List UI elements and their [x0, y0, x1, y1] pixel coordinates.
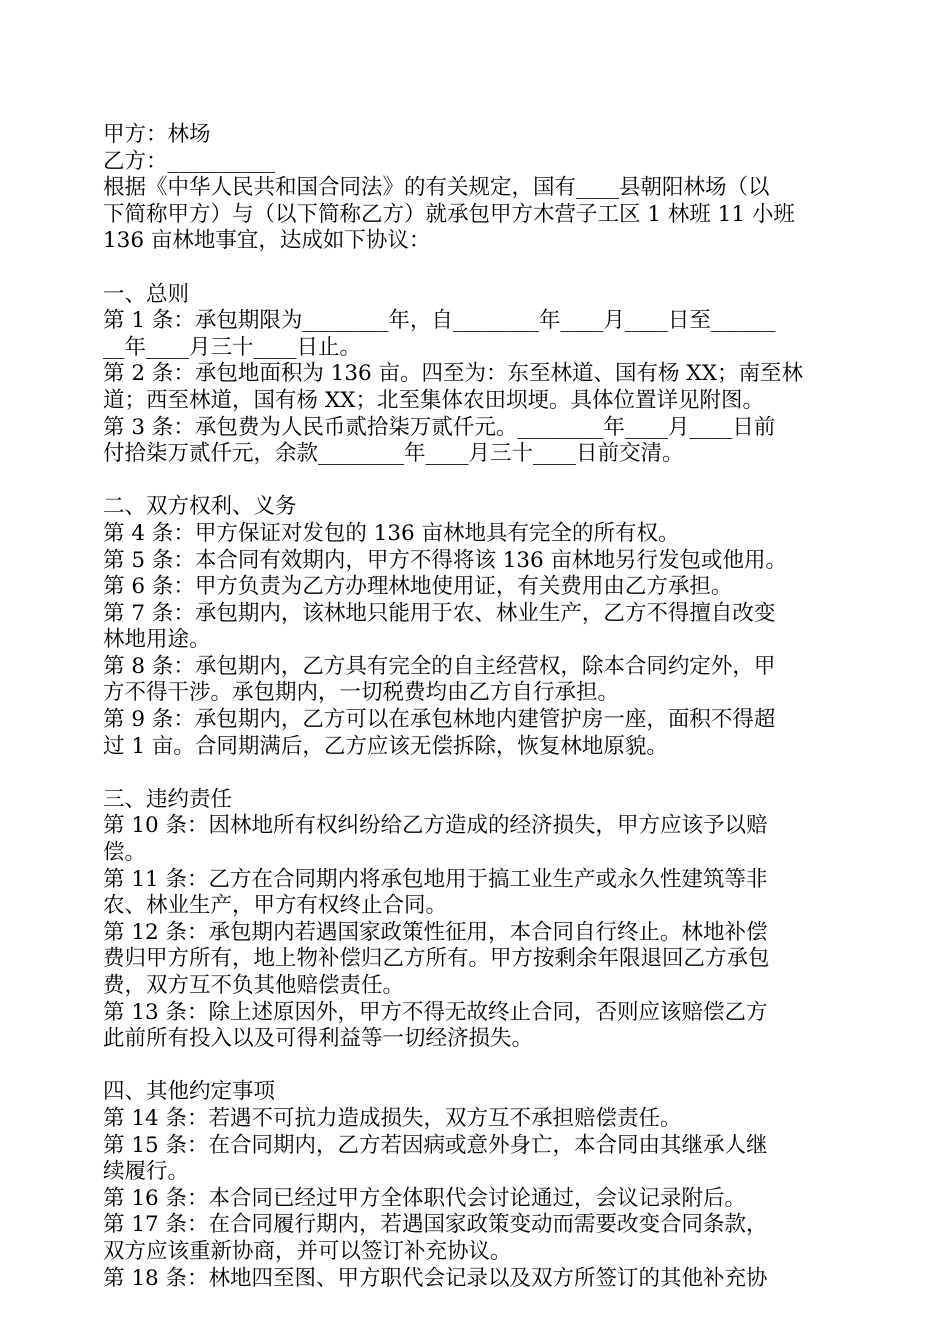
- preamble-line-2: 下简称甲方）与（以下简称乙方）就承包甲方木营子工区 1 林班 11 小班: [103, 201, 795, 227]
- contract-header: [103, 122, 863, 255]
- clause-line: 第 10 条：因林地所有权纠纷给乙方造成的经济损失，甲方应该予以赔: [103, 813, 768, 839]
- contract-document: [103, 122, 863, 1292]
- clause-line: 第 12 条：承包期内若遇国家政策性征用，本合同自行终止。林地补偿: [103, 919, 768, 945]
- clause-line: 第 16 条：本合同已经过甲方全体职代会讨论通过，会议记录附后。: [103, 1185, 747, 1211]
- clause-line: 续履行。: [103, 1159, 190, 1185]
- clause-line: __年____月三十____日止。: [103, 334, 362, 360]
- section-other-terms: [103, 1079, 863, 1292]
- clause-line: 道；西至林道，国有杨 XX；北至集体农田坝埂。具体位置详见附图。: [103, 387, 764, 413]
- section-general: [103, 282, 863, 468]
- section-title: 一、总则: [103, 281, 190, 307]
- section-title: 二、双方权利、义务: [103, 494, 297, 520]
- clause-line: 过 1 亩。合同期满后，乙方应该无偿拆除，恢复林地原貌。: [103, 733, 668, 759]
- preamble-line-3: 136 亩林地事宜，达成如下协议：: [103, 228, 431, 254]
- clause-line: 第 15 条：在合同期内，乙方若因病或意外身亡，本合同由其继承人继: [103, 1132, 768, 1158]
- clause-line: 农、林业生产，甲方有权终止合同。: [103, 893, 448, 919]
- spacer: [103, 760, 863, 787]
- party-b-line: 乙方：__________: [103, 148, 276, 174]
- clause-line: 第 7 条：承包期内，该林地只能用于农、林业生产，乙方不得擅自改变: [103, 600, 776, 626]
- party-a-line: 甲方：林场: [103, 122, 211, 147]
- section-title: 三、违约责任: [103, 786, 233, 812]
- clause-line: 方不得干涉。承包期内，一切税费均由乙方自行承担。: [103, 680, 620, 706]
- clause-line: 第 11 条：乙方在合同期内将承包地用于搞工业生产或永久性建筑等非: [103, 866, 768, 892]
- clause-line: 第 2 条：承包地面积为 136 亩。四至为：东至林道、国有杨 XX；南至林: [103, 361, 804, 387]
- section-rights-obligations: [103, 494, 863, 760]
- clause-line: 此前所有投入以及可得利益等一切经济损失。: [103, 1026, 534, 1052]
- clause-line: 第 17 条：在合同履行期内，若遇国家政策变动而需要改变合同条款，: [103, 1212, 768, 1238]
- clause-line: 第 3 条：承包费为人民币贰拾柒万贰仟元。________年____月____日前: [103, 414, 776, 440]
- clause-line: 第 14 条：若遇不可抗力造成损失，双方互不承担赔偿责任。: [103, 1105, 682, 1131]
- preamble-line-1: 根据《中华人民共和国合同法》的有关规定，国有____县朝阳林场（以: [103, 175, 770, 201]
- spacer: [103, 468, 863, 495]
- clause-line: 第 5 条：本合同有效期内，甲方不得将该 136 亩林地另行发包或他用。: [103, 547, 788, 573]
- clause-line: 林地用途。: [103, 627, 211, 653]
- spacer: [103, 255, 863, 282]
- section-title: 四、其他约定事项: [103, 1079, 276, 1105]
- clause-line: 费，双方互不负其他赔偿责任。: [103, 973, 405, 998]
- section-liability: [103, 787, 863, 1053]
- clause-line: 第 18 条：林地四至图、甲方职代会记录以及双方所签订的其他补充协: [103, 1265, 768, 1291]
- clause-line: 第 8 条：承包期内，乙方具有完全的自主经营权，除本合同约定外，甲: [103, 653, 776, 679]
- clause-line: 费归甲方所有，地上物补偿归乙方所有。甲方按剩余年限退回乙方承包: [103, 946, 770, 972]
- clause-line: 双方应该重新协商，并可以签订补充协议。: [103, 1238, 512, 1264]
- clause-line: 付拾柒万贰仟元，余款________年____月三十____日前交清。: [103, 441, 684, 467]
- spacer: [103, 1053, 863, 1080]
- clause-line: 第 1 条：承包期限为________年，自________年____月____日至______: [103, 308, 776, 334]
- clause-line: 第 6 条：甲方负责为乙方办理林地使用证，有关费用由乙方承担。: [103, 574, 733, 600]
- clause-line: 偿。: [103, 840, 147, 866]
- clause-line: 第 9 条：承包期内，乙方可以在承包林地内建管护房一座，面积不得超: [103, 707, 776, 733]
- clause-line: 第 4 条：甲方保证对发包的 136 亩林地具有完全的所有权。: [103, 520, 680, 546]
- clause-line: 第 13 条：除上述原因外，甲方不得无故终止合同，否则应该赔偿乙方: [103, 999, 768, 1025]
